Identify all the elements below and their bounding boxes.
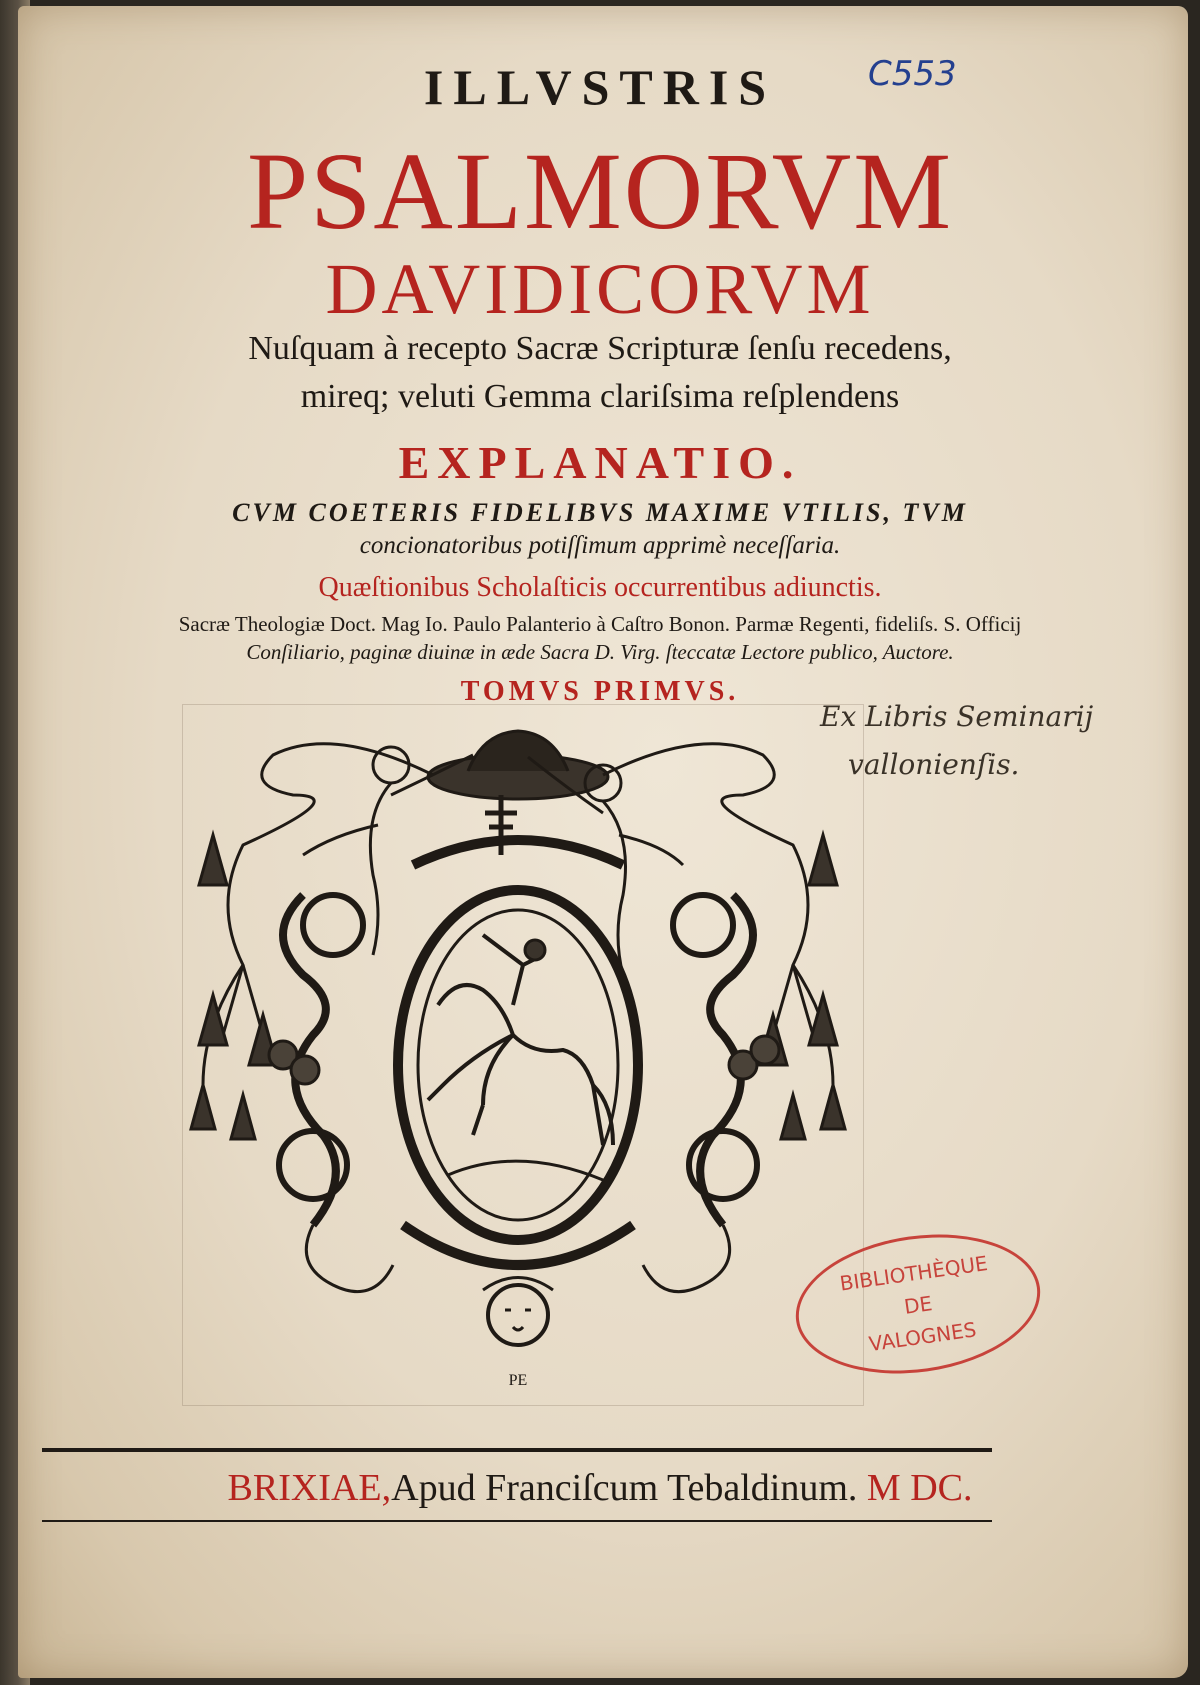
stamp-line-2: DE — [902, 1291, 934, 1319]
subtitle-line-1: Nuſquam à recepto Sacræ Scripturæ ſenſu recedens, — [248, 330, 952, 367]
shelfmark: C553 — [868, 54, 957, 94]
title-line-explanatio: EXPLANATIO. — [398, 437, 802, 488]
imprint — [0, 1466, 1200, 1510]
imprint-rule-top — [42, 1448, 992, 1452]
imprint-year: M DC. — [866, 1467, 973, 1509]
subtitle-line-4: concionatoribus potiſſimum apprimè neceſſaria. — [359, 532, 841, 559]
author-line-1: Sacræ Theologiæ Doct. Mag Io. Paulo Palanterio à Caſtro Bonon. Parmæ Regenti, fideliſs. S. Officij — [178, 612, 1022, 636]
stamp-line-3: VALOGNES — [867, 1317, 978, 1357]
volume-label: TOMVS PRIMVS. — [460, 676, 740, 707]
subtitle-line-3: CVM COETERIS FIDELIBVS MAXIME VTILIS, TVM — [232, 498, 968, 527]
ex-libris-line-1: Ex Libris Seminarij — [820, 700, 1094, 733]
title-line-psalmorum: PSALMORVM — [246, 130, 954, 252]
imprint-place: BRIXIAE, — [227, 1467, 392, 1509]
stamp-line-1: BIBLIOTHÈQUE — [838, 1251, 990, 1296]
subtitle-line-2: mireq; veluti Gemma clariſsima reſplendens — [300, 378, 900, 415]
engraver-mark: PE — [508, 1372, 528, 1389]
author-line-2: Conſiliario, paginæ diuinæ in æde Sacra D. Virg. ſteccatæ Lectore publico, Auctore. — [246, 640, 954, 664]
imprint-publisher: Apud Franciſcum Tebaldinum. — [391, 1467, 858, 1509]
title-line-davidicorum: DAVIDICORVM — [325, 249, 875, 329]
subtitle-line-questions: Quæſtionibus Scholaſticis occurrentibus adiunctis. — [318, 572, 882, 603]
engraved-plate — [182, 704, 864, 1406]
title-line-illustris: ILLVSTRIS — [423, 59, 777, 115]
cardinal-coat-of-arms-icon — [183, 705, 863, 1405]
ex-libris-line-2: vallonienſis. — [848, 748, 1020, 781]
imprint-rule-bottom — [42, 1520, 992, 1522]
